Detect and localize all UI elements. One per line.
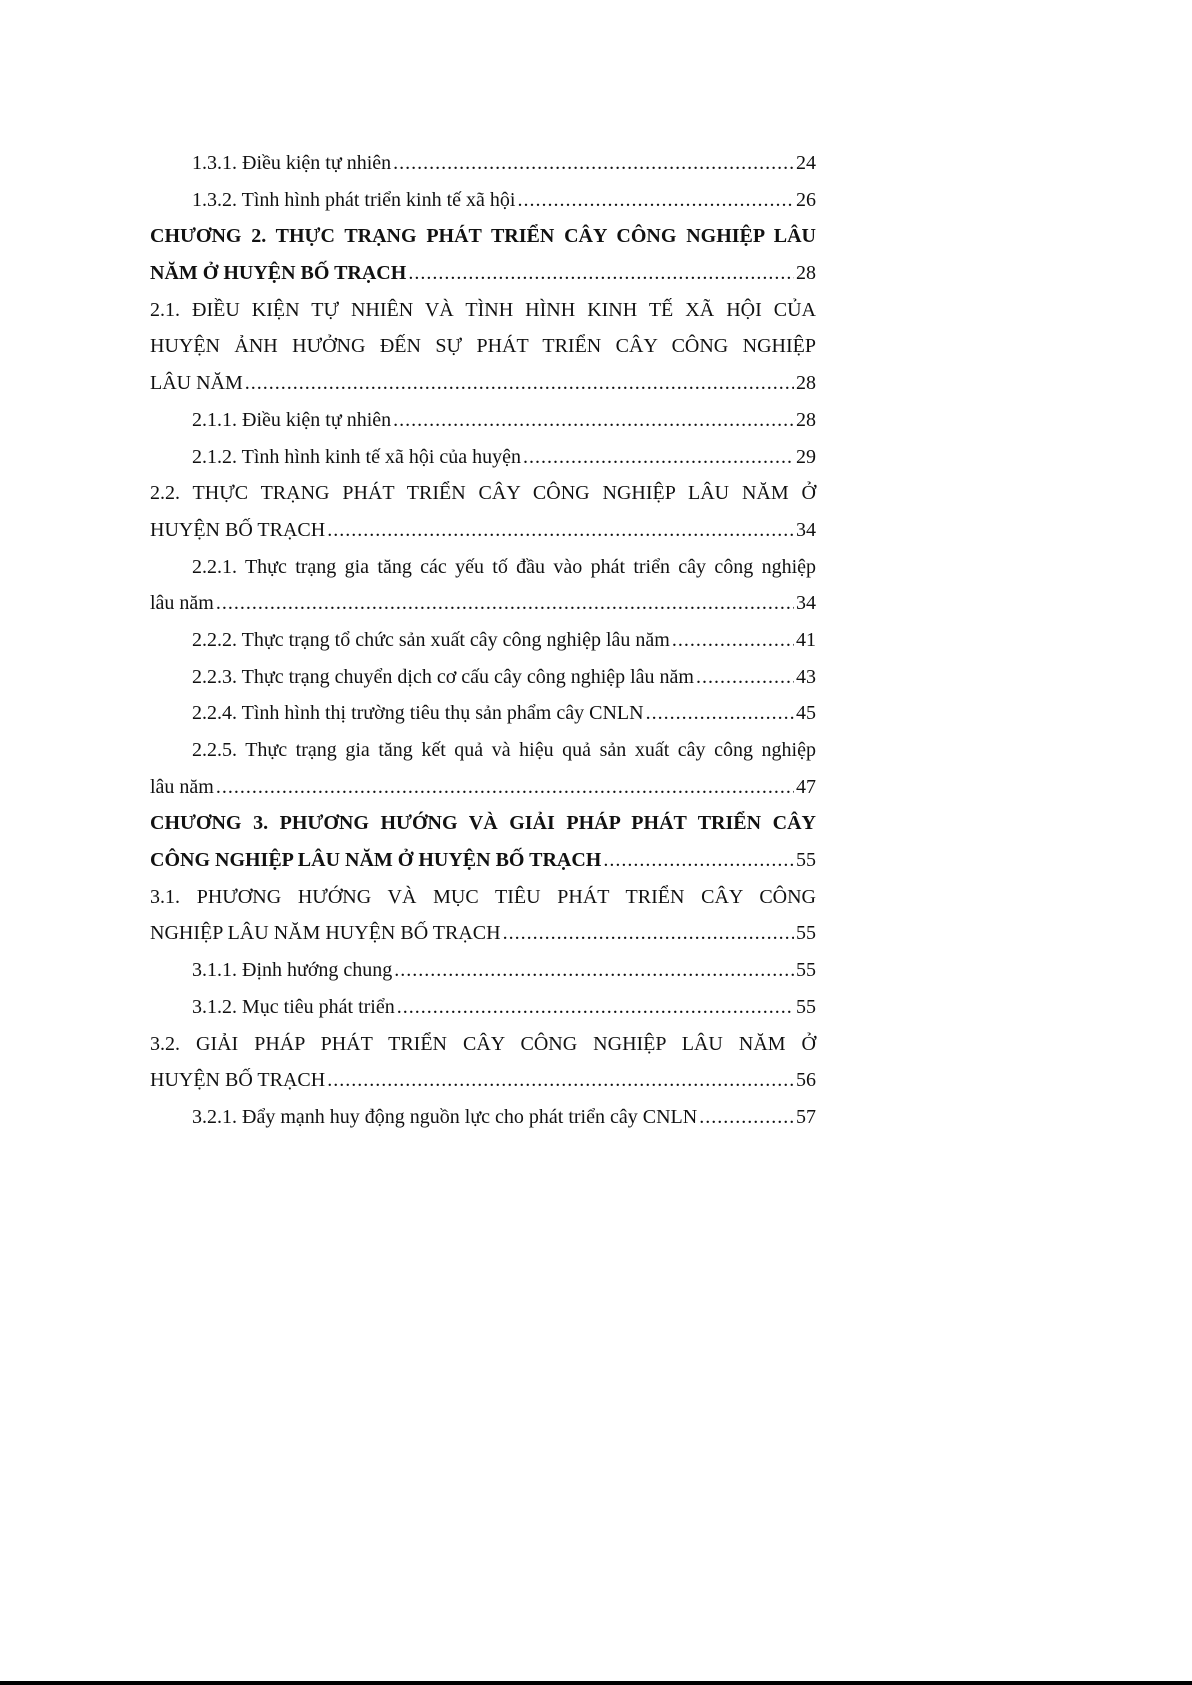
- toc-page-number: 34: [796, 592, 816, 615]
- toc-dot-leader: [517, 182, 794, 219]
- toc-entry-title-line: HUYỆN BỐ TRẠCH: [150, 518, 326, 541]
- toc-entry-title-line: HUYỆN BỐ TRẠCH: [150, 1069, 326, 1092]
- toc-dot-leader: [408, 255, 794, 292]
- toc-page-number: 47: [796, 775, 816, 798]
- toc-dot-leader: [327, 1062, 794, 1099]
- toc-entry-title-line: 2.2.5. Thực trạng gia tăng kết quả và hiệu quả sản xuất cây công nghiệp: [192, 739, 816, 761]
- toc-page-number: 55: [796, 995, 816, 1018]
- toc-dot-leader: [523, 439, 794, 476]
- toc-page-number: 29: [796, 445, 816, 468]
- toc-dot-leader: [672, 622, 794, 659]
- page-bottom-border: [0, 1681, 1192, 1685]
- toc-entry-2-2-2[interactable]: [150, 622, 816, 659]
- toc-entry-title: 2.1.1. Điều kiện tự nhiên: [192, 408, 392, 431]
- toc-entry-title-line: 3.1. PHƯƠNG HƯỚNG VÀ MỤC TIÊU PHÁT TRIỂN CÂY CÔNG: [150, 885, 816, 908]
- toc-dot-leader: [393, 145, 794, 182]
- toc-entry-chuong-2[interactable]: [150, 218, 816, 291]
- toc-entry-3-2[interactable]: [150, 1026, 816, 1099]
- toc-entry-2-2-4[interactable]: [150, 695, 816, 732]
- toc-page-number: 28: [796, 372, 816, 395]
- toc-page-number: 28: [796, 408, 816, 431]
- toc-entry-title-line: HUYỆN ẢNH HƯỞNG ĐẾN SỰ PHÁT TRIỂN CÂY CÔNG NGHIỆP: [150, 335, 816, 358]
- toc-entry-title: 1.3.1. Điều kiện tự nhiên: [192, 152, 392, 174]
- toc-dot-leader: [327, 512, 794, 549]
- toc-page-number: 26: [796, 188, 816, 211]
- toc-entry-title-line: NGHIỆP LÂU NĂM HUYỆN BỐ TRẠCH: [150, 922, 501, 945]
- toc-page-number: 55: [796, 849, 816, 872]
- toc-entry-title: 3.2.1. Đẩy mạnh huy động nguồn lực cho phát triển cây CNLN: [192, 1105, 698, 1128]
- toc-entry-title: 3.1.2. Mục tiêu phát triển: [192, 995, 395, 1018]
- toc-page-number: 55: [796, 922, 816, 945]
- toc-dot-leader: [397, 989, 794, 1026]
- toc-entry-title: 2.2.4. Tình hình thị trường tiêu thụ sản phẩm cây CNLN: [192, 702, 644, 725]
- toc-entry-1-3-2[interactable]: [150, 182, 816, 219]
- toc-entry-3-2-1[interactable]: [150, 1099, 816, 1136]
- toc-page-number: 55: [796, 959, 816, 982]
- toc-page-number: 41: [796, 628, 816, 651]
- toc-entry-title: 1.3.2. Tình hình phát triển kinh tế xã hội: [192, 188, 516, 211]
- toc-entry-3-1[interactable]: [150, 879, 816, 952]
- toc-entry-title-line: CHƯƠNG 3. PHƯƠNG HƯỚNG VÀ GIẢI PHÁP PHÁT TRIỂN CÂY: [150, 812, 816, 835]
- toc-dot-leader: [216, 585, 794, 622]
- toc-entry-chuong-3[interactable]: [150, 805, 816, 878]
- toc-entry-title-line: CHƯƠNG 2. THỰC TRẠNG PHÁT TRIỂN CÂY CÔNG NGHIỆP LÂU: [150, 225, 816, 248]
- toc-entry-title: 2.2.3. Thực trạng chuyển dịch cơ cấu cây công nghiệp lâu năm: [192, 665, 694, 688]
- toc-dot-leader: [603, 842, 794, 879]
- toc-entry-title-line: 2.2.1. Thực trạng gia tăng các yếu tố đầu vào phát triển cây công nghiệp: [192, 555, 816, 578]
- toc-entry-2-2-1[interactable]: [150, 549, 816, 622]
- toc-dot-leader: [696, 659, 794, 696]
- toc-page-number: 57: [796, 1105, 816, 1128]
- toc-entry-1-3-1[interactable]: [150, 145, 816, 182]
- toc-page-number: 34: [796, 518, 816, 541]
- toc-dot-leader: [394, 952, 794, 989]
- toc-entry-title-line: lâu năm: [150, 775, 214, 798]
- toc-entry-2-2-5[interactable]: [150, 732, 816, 805]
- toc-dot-leader: [699, 1099, 794, 1136]
- toc-entry-title-line: 3.2. GIẢI PHÁP PHÁT TRIỂN CÂY CÔNG NGHIỆP LÂU NĂM Ở: [150, 1032, 816, 1055]
- toc-entry-title: 2.2.2. Thực trạng tổ chức sản xuất cây công nghiệp lâu năm: [192, 628, 670, 651]
- toc-entry-2-1-1[interactable]: [150, 402, 816, 439]
- toc-page-number: 28: [796, 262, 816, 285]
- table-of-contents: [150, 145, 816, 1136]
- toc-entry-title-line: lâu năm: [150, 592, 214, 615]
- toc-entry-3-1-1[interactable]: [150, 952, 816, 989]
- toc-dot-leader: [216, 769, 794, 806]
- toc-entry-title-line: 2.2. THỰC TRẠNG PHÁT TRIỂN CÂY CÔNG NGHIỆP LÂU NĂM Ở: [150, 482, 816, 505]
- toc-entry-3-1-2[interactable]: [150, 989, 816, 1026]
- toc-entry-2-1[interactable]: [150, 292, 816, 402]
- toc-page-number: 56: [796, 1069, 816, 1092]
- toc-dot-leader: [393, 402, 794, 439]
- toc-dot-leader: [646, 695, 794, 732]
- toc-entry-2-1-2[interactable]: [150, 439, 816, 476]
- toc-entry-title: 2.1.2. Tình hình kinh tế xã hội của huyện: [192, 445, 522, 468]
- toc-entry-title: 3.1.1. Định hướng chung: [192, 959, 393, 982]
- toc-page-number: 43: [796, 665, 816, 688]
- toc-page-number: 24: [796, 152, 816, 174]
- toc-entry-title-line: CÔNG NGHIỆP LÂU NĂM Ở HUYỆN BỐ TRẠCH: [150, 849, 602, 872]
- toc-dot-leader: [245, 365, 794, 402]
- toc-page-number: 45: [796, 702, 816, 725]
- toc-entry-title-line: 2.1. ĐIỀU KIỆN TỰ NHIÊN VÀ TÌNH HÌNH KINH TẾ XÃ HỘI CỦA: [150, 298, 816, 321]
- toc-entry-title-line: NĂM Ở HUYỆN BỐ TRẠCH: [150, 262, 407, 285]
- toc-dot-leader: [503, 915, 794, 952]
- toc-entry-title-line: LÂU NĂM: [150, 372, 243, 395]
- toc-entry-2-2-3[interactable]: [150, 659, 816, 696]
- toc-entry-2-2[interactable]: [150, 475, 816, 548]
